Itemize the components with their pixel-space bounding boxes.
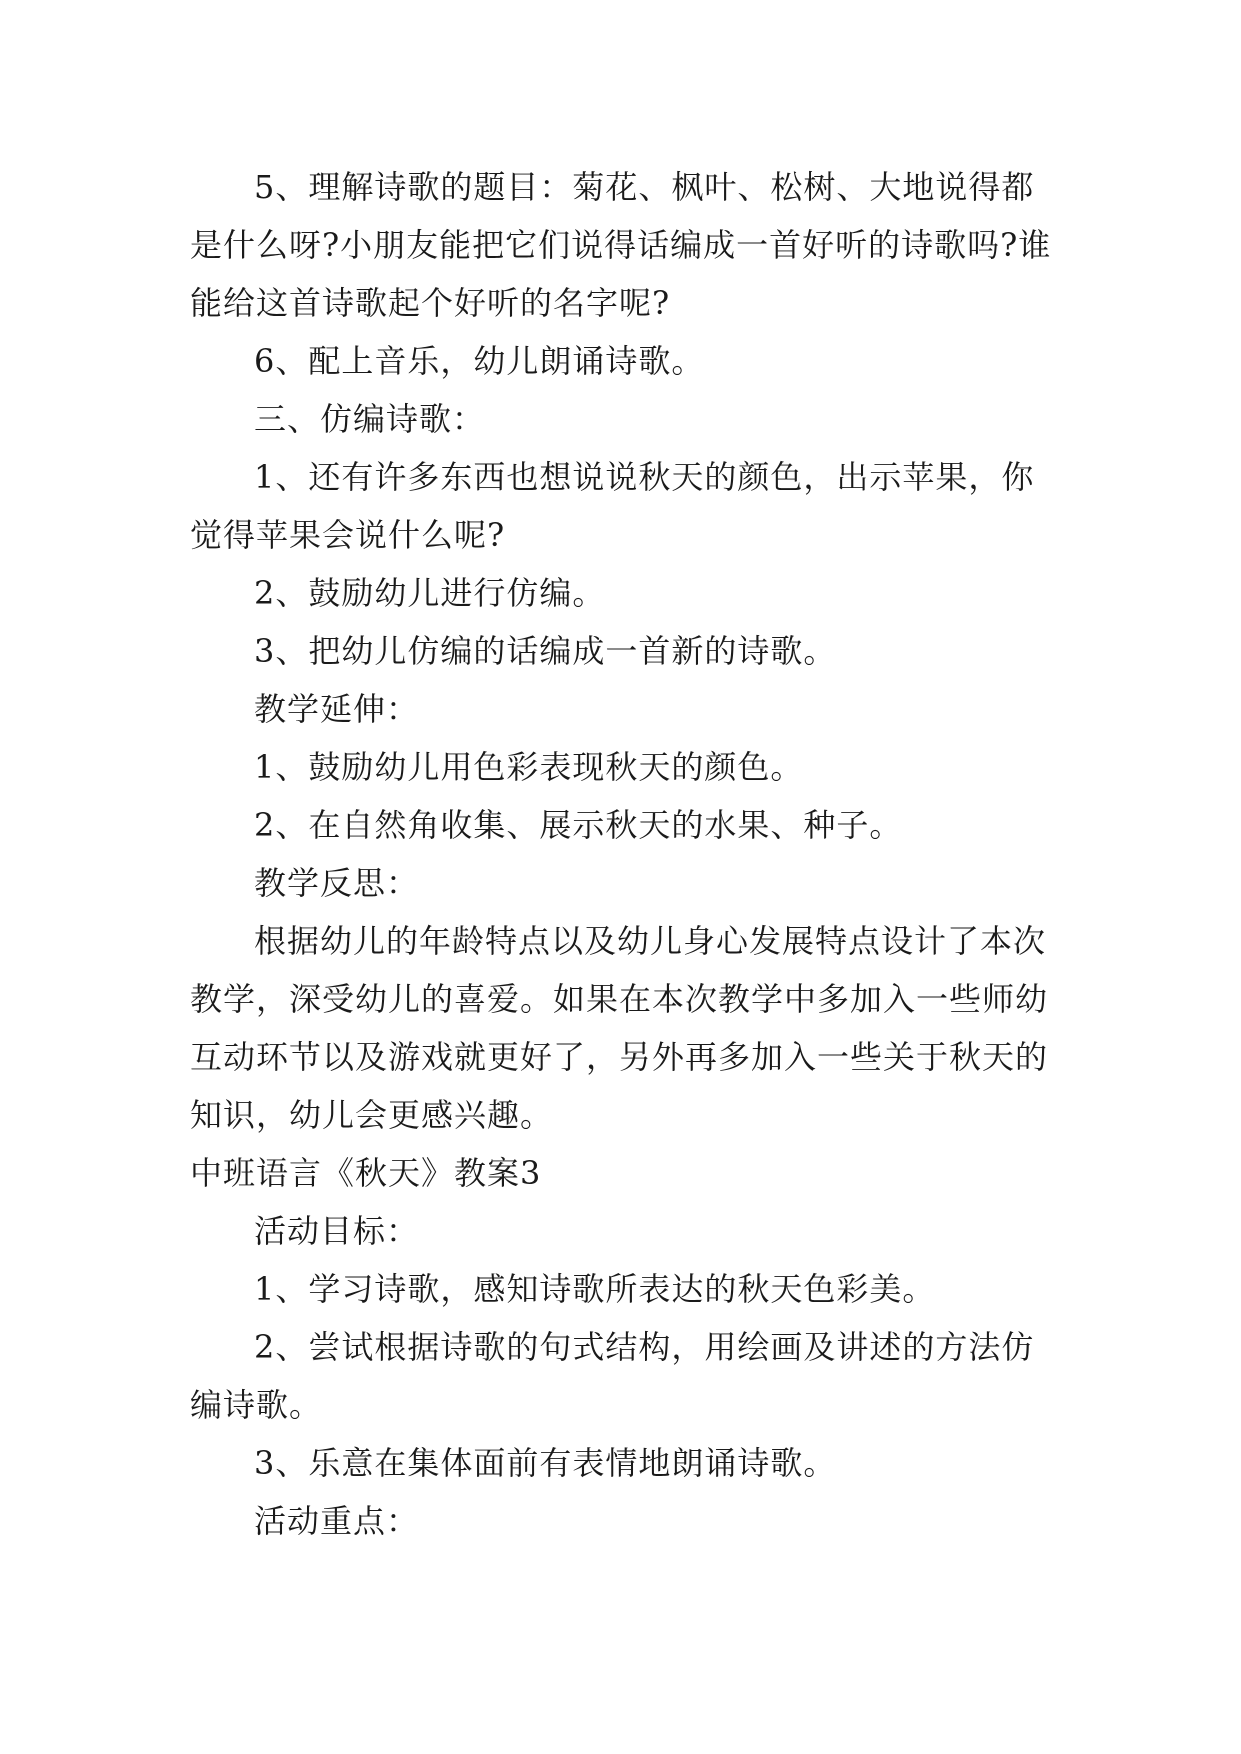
paragraph-goal-1: 1、学习诗歌，感知诗歌所表达的秋天色彩美。	[254, 1270, 936, 1308]
section-heading-extension: 教学延伸：	[254, 690, 420, 728]
section-heading-imitate: 三、仿编诗歌：	[254, 400, 486, 438]
paragraph-apple: 1、还有许多东西也想说说秋天的颜色，出示苹果，你觉得苹果会说什么呢?	[190, 458, 1035, 554]
document-section-title: 中班语言《秋天》教案3	[190, 1154, 542, 1192]
paragraph-nature-corner: 2、在自然角收集、展示秋天的水果、种子。	[254, 806, 903, 844]
section-heading-key-points: 活动重点：	[254, 1502, 420, 1540]
paragraph-understand-title: 5、理解诗歌的题目：菊花、枫叶、松树、大地说得都是什么呀?小朋友能把它们说得话编成一首好听的诗歌吗?谁能给这首诗歌起个好听的名字呢?	[190, 168, 1052, 322]
paragraph-goal-3: 3、乐意在集体面前有表情地朗诵诗歌。	[254, 1444, 837, 1482]
paragraph-reflection: 根据幼儿的年龄特点以及幼儿身心发展特点设计了本次教学，深受幼儿的喜爱。如果在本次教学中多加入一些师幼互动环节以及游戏就更好了，另外再多加入一些关于秋天的知识，幼儿会更感兴趣。	[190, 922, 1049, 1134]
document-body	[190, 158, 1060, 1550]
paragraph-new-poem: 3、把幼儿仿编的话编成一首新的诗歌。	[254, 632, 837, 670]
paragraph-goal-2: 2、尝试根据诗歌的句式结构，用绘画及讲述的方法仿编诗歌。	[190, 1328, 1035, 1424]
paragraph-encourage-imitate: 2、鼓励幼儿进行仿编。	[254, 574, 606, 612]
section-heading-reflection: 教学反思：	[254, 864, 420, 902]
paragraph-music-recite: 6、配上音乐，幼儿朗诵诗歌。	[254, 342, 705, 380]
paragraph-color-expression: 1、鼓励幼儿用色彩表现秋天的颜色。	[254, 748, 804, 786]
section-heading-goals: 活动目标：	[254, 1212, 420, 1250]
